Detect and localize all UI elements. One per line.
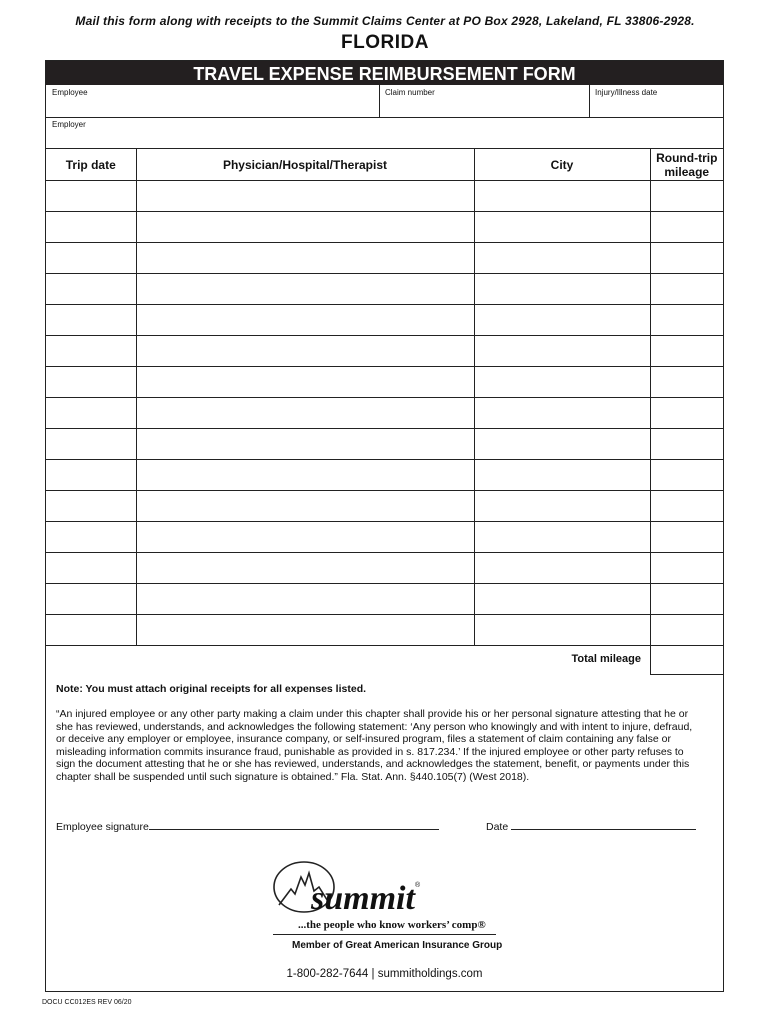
reimbursement-form: [45, 60, 724, 992]
mileage-cell[interactable]: [650, 460, 723, 491]
summit-mountain-icon: [271, 861, 501, 921]
city-cell[interactable]: [474, 615, 650, 646]
city-cell[interactable]: [474, 181, 650, 212]
table-row: [46, 522, 723, 553]
table-row: [46, 615, 723, 646]
table-row: [46, 398, 723, 429]
mileage-cell[interactable]: [650, 584, 723, 615]
city-cell[interactable]: [474, 429, 650, 460]
state-heading: FLORIDA: [341, 32, 429, 53]
mileage-cell[interactable]: [650, 212, 723, 243]
employee-field[interactable]: [46, 85, 379, 117]
mail-instruction: Mail this form along with receipts to the Summit Claims Center at PO Box 2928, Lakeland, FL 33806-2928.: [75, 14, 695, 28]
city-cell[interactable]: [474, 553, 650, 584]
table-row: [46, 491, 723, 522]
trip-date-cell[interactable]: [46, 615, 136, 646]
table-row: [46, 274, 723, 305]
provider-cell[interactable]: [136, 274, 474, 305]
mileage-cell[interactable]: [650, 553, 723, 584]
trip-date-cell[interactable]: [46, 305, 136, 336]
claim-number-label: Claim number: [385, 88, 435, 97]
mileage-cell[interactable]: [650, 243, 723, 274]
trip-date-cell[interactable]: [46, 460, 136, 491]
column-header-city: City: [474, 149, 650, 181]
total-mileage-input[interactable]: [650, 644, 723, 675]
table-header-row: [46, 149, 723, 181]
date-underline: [511, 829, 696, 830]
city-cell[interactable]: [474, 274, 650, 305]
trip-date-cell[interactable]: [46, 181, 136, 212]
table-row: [46, 305, 723, 336]
table-row: [46, 429, 723, 460]
employee-label: Employee: [52, 88, 88, 97]
mileage-cell[interactable]: [650, 522, 723, 553]
divider: [589, 85, 590, 117]
contact-info: 1-800-282-7644 | summitholdings.com: [286, 968, 483, 980]
city-cell[interactable]: [474, 584, 650, 615]
table-row: [46, 181, 723, 212]
trip-date-cell[interactable]: [46, 398, 136, 429]
employer-field[interactable]: [46, 117, 723, 148]
trip-date-cell[interactable]: [46, 367, 136, 398]
employee-signature-line[interactable]: [56, 821, 439, 833]
trip-date-cell[interactable]: [46, 584, 136, 615]
city-cell[interactable]: [474, 305, 650, 336]
svg-text:®: ®: [415, 882, 421, 889]
table-row: [46, 212, 723, 243]
provider-cell[interactable]: [136, 553, 474, 584]
employer-label: Employer: [52, 120, 86, 129]
logo-divider: [273, 934, 496, 935]
form-title: TRAVEL EXPENSE REIMBURSEMENT FORM: [46, 61, 723, 85]
city-cell[interactable]: [474, 367, 650, 398]
table-row: [46, 336, 723, 367]
provider-cell[interactable]: [136, 212, 474, 243]
provider-cell[interactable]: [136, 367, 474, 398]
injury-date-label: Injury/Illness date: [595, 88, 658, 97]
trip-date-cell[interactable]: [46, 274, 136, 305]
table-row: [46, 553, 723, 584]
date-line[interactable]: [486, 821, 696, 833]
receipts-note: Note: You must attach original receipts for all expenses listed.: [56, 683, 367, 695]
mileage-cell[interactable]: [650, 274, 723, 305]
mileage-cell[interactable]: [650, 367, 723, 398]
divider: [379, 85, 380, 117]
logo-member-text: Member of Great American Insurance Group: [292, 940, 503, 951]
mileage-cell[interactable]: [650, 398, 723, 429]
table-row: [46, 243, 723, 274]
total-mileage-label: Total mileage: [571, 653, 641, 665]
table-row: [46, 584, 723, 615]
signature-underline: [149, 829, 439, 830]
provider-cell[interactable]: [136, 181, 474, 212]
provider-cell[interactable]: [136, 615, 474, 646]
table-row: [46, 460, 723, 491]
provider-cell[interactable]: [136, 460, 474, 491]
column-header-mileage: Round-trip mileage: [650, 149, 723, 181]
mileage-cell[interactable]: [650, 429, 723, 460]
trip-date-cell[interactable]: [46, 243, 136, 274]
column-header-provider: Physician/Hospital/Therapist: [136, 149, 474, 181]
provider-cell[interactable]: [136, 243, 474, 274]
trip-date-cell[interactable]: [46, 522, 136, 553]
mileage-cell[interactable]: [650, 305, 723, 336]
provider-cell[interactable]: [136, 584, 474, 615]
date-label: Date: [486, 821, 509, 833]
column-header-trip-date: Trip date: [46, 149, 136, 181]
employee-signature-label: Employee signature: [56, 821, 149, 833]
document-id: DOCU CC012ES REV 06/20: [42, 999, 132, 1006]
provider-cell[interactable]: [136, 491, 474, 522]
city-cell[interactable]: [474, 491, 650, 522]
provider-cell[interactable]: [136, 398, 474, 429]
table-row: [46, 367, 723, 398]
city-cell[interactable]: [474, 398, 650, 429]
claim-number-field[interactable]: [379, 85, 589, 117]
mileage-cell[interactable]: [650, 615, 723, 646]
trip-date-cell[interactable]: [46, 491, 136, 522]
mileage-cell[interactable]: [650, 181, 723, 212]
mileage-cell[interactable]: [650, 491, 723, 522]
city-cell[interactable]: [474, 243, 650, 274]
provider-cell[interactable]: [136, 429, 474, 460]
city-cell[interactable]: [474, 522, 650, 553]
trip-date-cell[interactable]: [46, 553, 136, 584]
logo-tagline: ...the people who know workers’ comp®: [298, 919, 486, 931]
summit-logo: [271, 861, 501, 921]
total-mileage-row: [46, 644, 723, 675]
trip-date-cell[interactable]: [46, 212, 136, 243]
provider-cell[interactable]: [136, 305, 474, 336]
injury-date-field[interactable]: [589, 85, 723, 117]
mileage-table: [46, 148, 723, 646]
trip-date-cell[interactable]: [46, 429, 136, 460]
city-cell[interactable]: [474, 212, 650, 243]
trip-date-cell[interactable]: [46, 336, 136, 367]
provider-cell[interactable]: [136, 336, 474, 367]
provider-cell[interactable]: [136, 522, 474, 553]
mileage-cell[interactable]: [650, 336, 723, 367]
brand-wordmark: summit: [311, 880, 415, 917]
statute-text: “An injured employee or any other party making a claim under this chapter shall provide his or her personal signature attesting that he or she has reviewed, understands, and acknowledges the following statement: ‘Any person who knowingly and with intent to injure, defraud, or deceive any employer or employee, insurance company, or self-insured program, files a statement of claim containing any false or misleading information commits insurance fraud, punishable as provided in s. 817.234.’ If the injured employee or other party refuses to sign the document attesting that he or she has reviewed, understands, and acknowledges the statement, benefit, or payments under this chapter shall be suspended until such signature is obtained.” Fla. Stat. Ann. §440.105(7) (West 2018).: [56, 708, 693, 783]
city-cell[interactable]: [474, 336, 650, 367]
city-cell[interactable]: [474, 460, 650, 491]
